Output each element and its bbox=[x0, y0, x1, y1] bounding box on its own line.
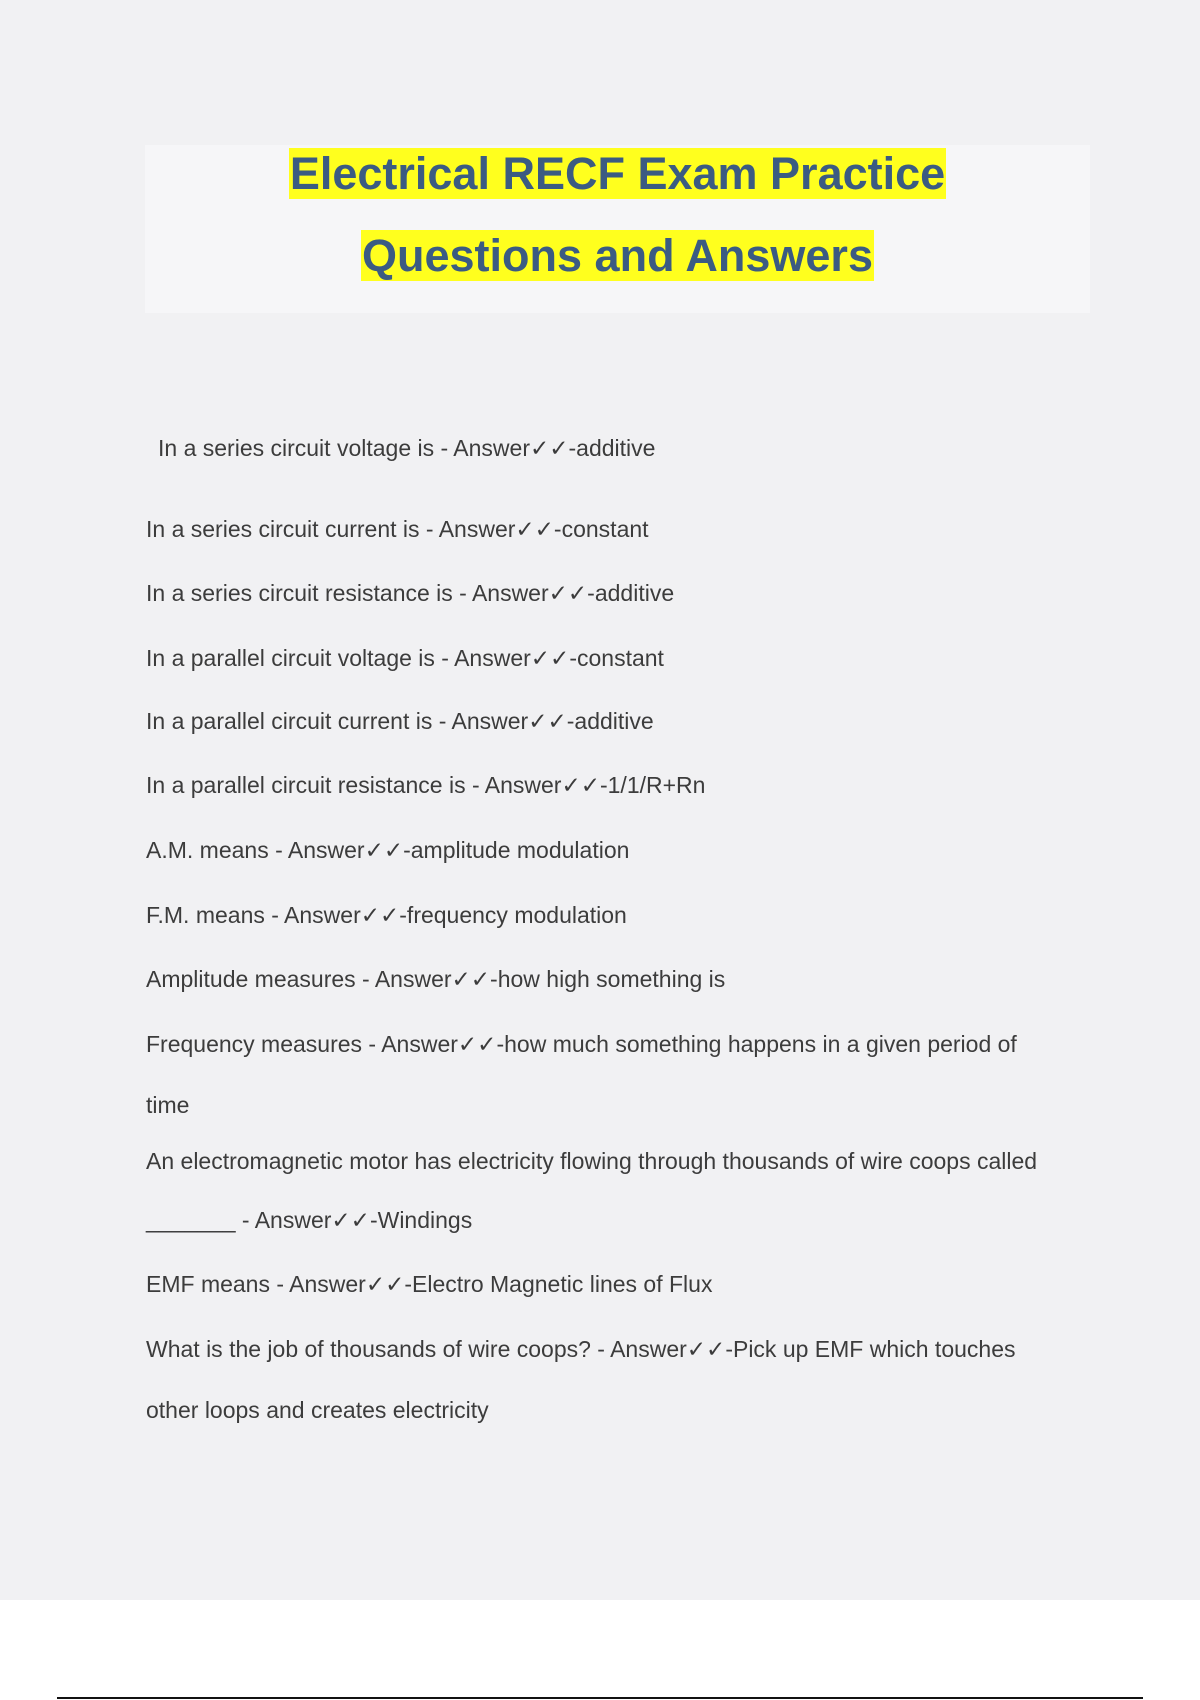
qa-line-emf: EMF means - Answer✓✓-Electro Magnetic lines of Flux bbox=[146, 1271, 713, 1297]
qa-line-parallel-voltage: In a parallel circuit voltage is - Answer✓✓-constant bbox=[146, 645, 664, 671]
qa-line-series-resistance: In a series circuit resistance is - Answer✓✓-additive bbox=[146, 580, 675, 606]
qa-line-fm: F.M. means - Answer✓✓-frequency modulation bbox=[146, 902, 627, 928]
qa-line-parallel-current: In a parallel circuit current is - Answer✓✓-additive bbox=[146, 708, 654, 734]
title-highlight-2: Questions and Answers bbox=[362, 230, 873, 281]
qa-line-am: A.M. means - Answer✓✓-amplitude modulation bbox=[146, 837, 630, 863]
qa-line-motor-cont: _______ - Answer✓✓-Windings bbox=[146, 1207, 473, 1233]
qa-line-motor: An electromagnetic motor has electricity flowing through thousands of wire coops called bbox=[146, 1148, 1038, 1174]
qa-line-wire-coops: What is the job of thousands of wire coops? - Answer✓✓-Pick up EMF which touches bbox=[146, 1336, 1016, 1362]
qa-line-amplitude: Amplitude measures - Answer✓✓-how high something is bbox=[146, 966, 726, 992]
qa-line-wire-coops-cont: other loops and creates electricity bbox=[146, 1397, 489, 1423]
title-highlight-1: Electrical RECF Exam Practice bbox=[289, 148, 946, 199]
qa-line-series-voltage: In a series circuit voltage is - Answer✓✓-additive bbox=[158, 435, 656, 461]
document-title-line-2 bbox=[145, 228, 1090, 284]
qa-line-series-current: In a series circuit current is - Answer✓✓-constant bbox=[146, 516, 649, 542]
qa-line-frequency: Frequency measures - Answer✓✓-how much something happens in a given period of bbox=[146, 1031, 1017, 1057]
qa-line-frequency-cont: time bbox=[146, 1092, 190, 1118]
qa-line-parallel-resistance: In a parallel circuit resistance is - Answer✓✓-1/1/R+Rn bbox=[146, 772, 706, 798]
document-title-line-1 bbox=[145, 146, 1090, 202]
footer-rule bbox=[57, 1697, 1143, 1699]
